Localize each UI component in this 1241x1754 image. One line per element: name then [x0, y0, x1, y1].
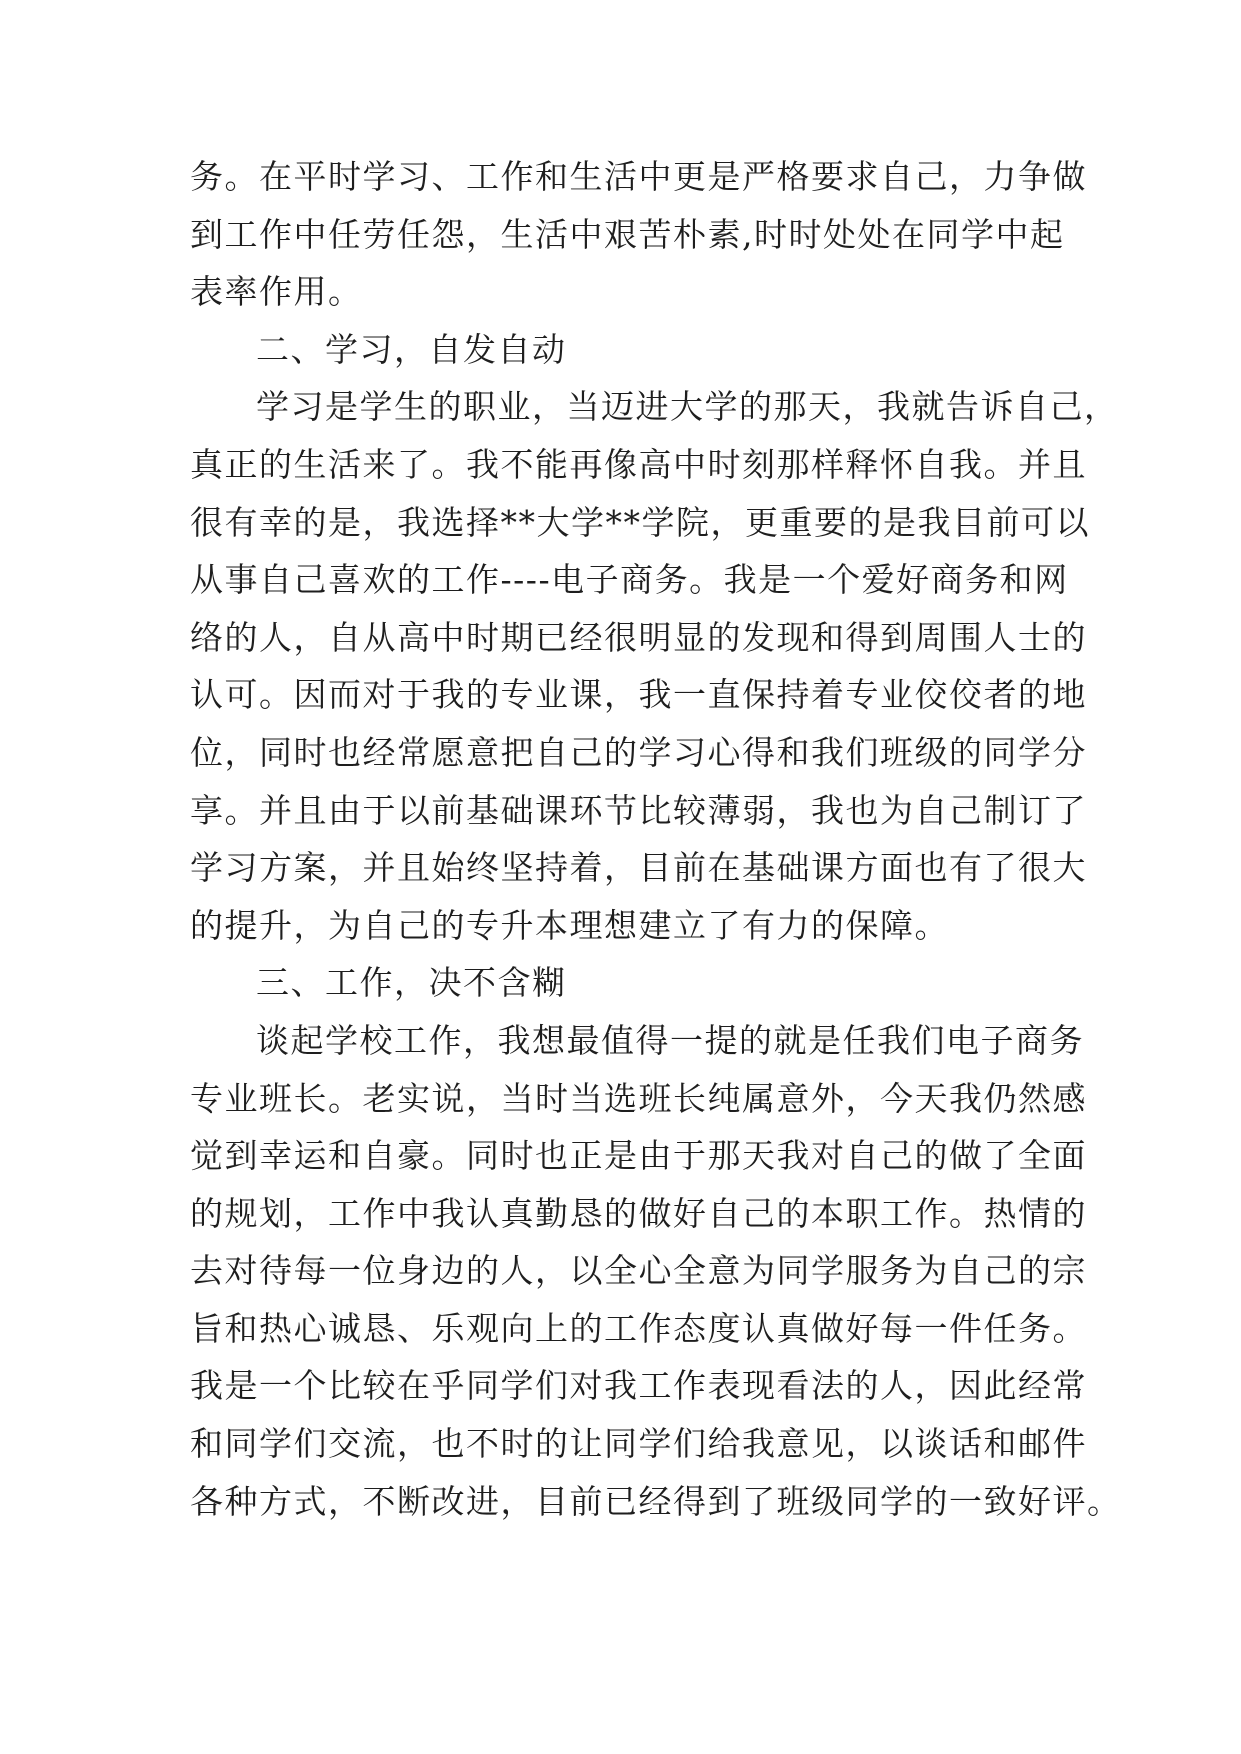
text-line: 从事自己喜欢的工作----电子商务。我是一个爱好商务和网 — [190, 560, 1069, 600]
text-line: 务。在平时学习、工作和生活中更是严格要求自己，力争做 — [190, 157, 1087, 196]
text-line: 专业班长。老实说，当时当选班长纯属意外，今天我仍然感 — [190, 1078, 1087, 1118]
text-line: 觉到幸运和自豪。同时也正是由于那天我对自己的做了全面 — [190, 1136, 1087, 1176]
text-line: 学习方案，并且始终坚持着，目前在基础课方面也有了很大 — [190, 848, 1087, 888]
paragraph-start-line: 三、工作，决不含糊 — [256, 963, 567, 1003]
document-body — [190, 148, 1122, 1530]
text-line: 和同学们交流，也不时的让同学们给我意见，以谈话和邮件 — [190, 1424, 1087, 1464]
text-line: 享。并且由于以前基础课环节比较薄弱，我也为自己制订了 — [190, 790, 1087, 830]
text-line: 的提升，为自己的专升本理想建立了有力的保障。 — [190, 905, 949, 945]
text-line: 位，同时也经常愿意把自己的学习心得和我们班级的同学分 — [190, 732, 1087, 772]
text-line: 到工作中任劳任怨，生活中艰苦朴素,时时处处在同学中起 — [190, 214, 1065, 254]
paragraph-start-line: 二、学习，自发自动 — [256, 329, 567, 369]
text-line: 络的人，自从高中时期已经很明显的发现和得到周围人士的 — [190, 617, 1087, 657]
text-line: 各种方式，不断改进，目前已经得到了班级同学的一致好评。 — [190, 1481, 1122, 1521]
paragraph-start-line: 谈起学校工作，我想最值得一提的就是任我们电子商务 — [256, 1020, 1084, 1060]
paragraph-start-line: 学习是学生的职业，当迈进大学的那天，我就告诉自己， — [256, 387, 1119, 427]
text-line: 表率作用。 — [190, 272, 363, 312]
text-line: 的规划，工作中我认真勤恳的做好自己的本职工作。热情的 — [190, 1193, 1087, 1233]
text-line: 很有幸的是，我选择**大学**学院，更重要的是我目前可以 — [190, 502, 1090, 542]
text-line: 我是一个比较在乎同学们对我工作表现看法的人，因此经常 — [190, 1366, 1087, 1406]
text-line: 旨和热心诚恳、乐观向上的工作态度认真做好每一件任务。 — [190, 1308, 1087, 1348]
text-line: 真正的生活来了。我不能再像高中时刻那样释怀自我。并且 — [190, 444, 1087, 484]
text-line: 认可。因而对于我的专业课，我一直保持着专业佼佼者的地 — [190, 675, 1087, 715]
text-line: 去对待每一位身边的人，以全心全意为同学服务为自己的宗 — [190, 1251, 1087, 1291]
